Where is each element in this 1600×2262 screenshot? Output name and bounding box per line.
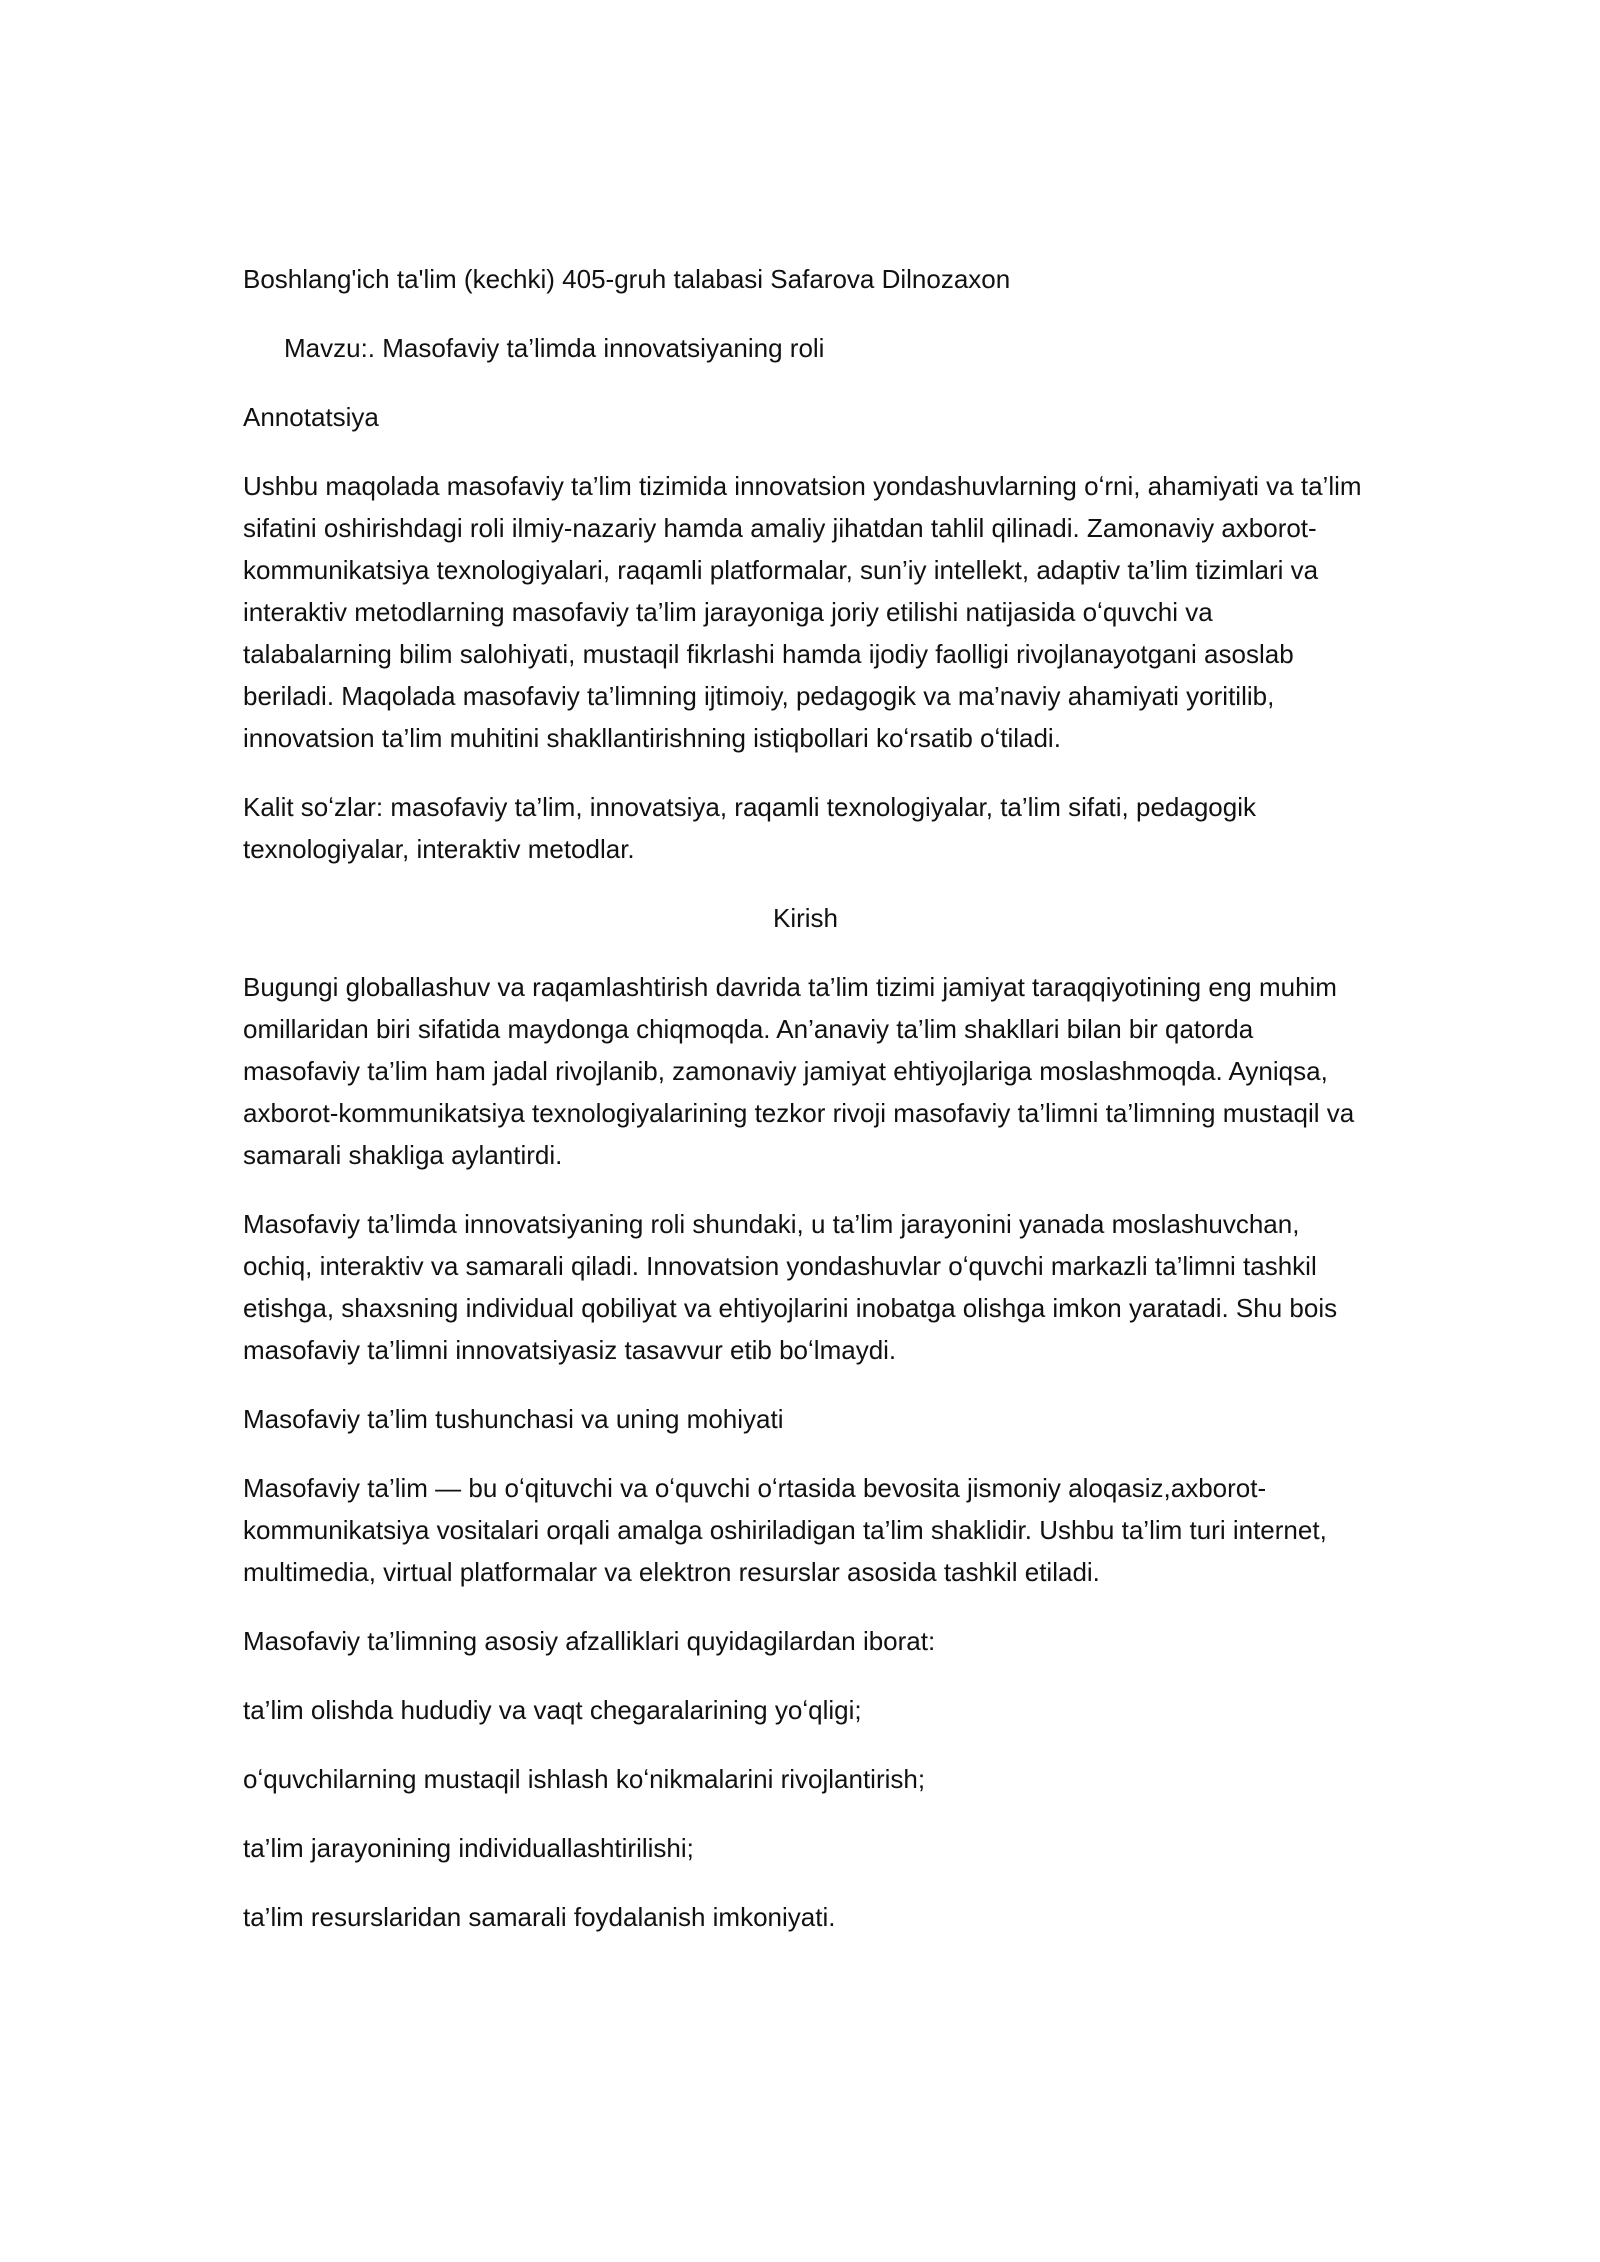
advantage-item: ta’lim resurslaridan samarali foydalanish imkoniyati.	[243, 1902, 836, 1932]
intro-heading: Kirish	[772, 903, 838, 933]
keywords-paragraph: Kalit soʻzlar: masofaviy ta’lim, innovatsiya, raqamli texnologiyalar, ta’lim sifati, pedagogik texnologiyalar, interaktiv metodlar.	[243, 792, 1256, 864]
document-body	[243, 258, 1368, 1965]
annotation-heading: Annotatsiya	[243, 402, 379, 432]
section-heading: Masofaviy ta’lim tushunchasi va uning mohiyati	[243, 1404, 784, 1434]
topic-line: Mavzu:. Masofaviy ta’limda innovatsiyaning roli	[284, 333, 825, 363]
advantage-item: ta’lim olishda hududiy va vaqt chegaralarining yoʻqligi;	[243, 1695, 862, 1725]
author-line: Boshlang'ich ta'lim (kechki) 405-gruh talabasi Safarova Dilnozaxon	[243, 264, 1011, 294]
section-paragraph: Masofaviy ta’lim — bu oʻqituvchi va oʻquvchi oʻrtasida bevosita jismoniy aloqasiz,axborot-kommunikatsiya vositalari orqali amalga oshiriladigan ta’lim shaklidir. Ushbu ta’lim turi internet, multimedia, virtual platformalar va elektron resurslar asosida tashkil etiladi.	[243, 1473, 1327, 1587]
intro-paragraph-1: Bugungi globallashuv va raqamlashtirish davrida ta’lim tizimi jamiyat taraqqiyotining eng muhim omillaridan biri sifatida maydonga chiqmoqda. An’anaviy ta’lim shakllari bilan bir qatorda masofaviy ta’lim ham jadal rivojlanib, zamonaviy jamiyat ehtiyojlariga moslashmoqda. Ayniqsa, axborot-kommunikatsiya texnologiyalarining tezkor rivoji masofaviy ta’limni ta’limning mustaqil va samarali shakliga aylantirdi.	[243, 972, 1355, 1170]
intro-paragraph-2: Masofaviy ta’limda innovatsiyaning roli shundaki, u ta’lim jarayonini yanada moslashuvchan, ochiq, interaktiv va samarali qiladi. Innovatsion yondashuvlar oʻquvchi markazli ta’limni tashkil etishga, shaxsning individual qobiliyat va ehtiyojlarini inobatga olishga imkon yaratadi. Shu bois masofaviy ta’limni innovatsiyasiz tasavvur etib boʻlmaydi.	[243, 1209, 1338, 1365]
advantages-intro: Masofaviy ta’limning asosiy afzalliklari quyidagilardan iborat:	[243, 1626, 936, 1656]
advantage-item: ta’lim jarayonining individuallashtirilishi;	[243, 1833, 694, 1863]
annotation-paragraph: Ushbu maqolada masofaviy ta’lim tizimida innovatsion yondashuvlarning oʻrni, ahamiyati va ta’lim sifatini oshirishdagi roli ilmiy-nazariy hamda amaliy jihatdan tahlil qilinadi. Zamonaviy axborot-kommunikatsiya texnologiyalari, raqamli platformalar, sun’iy intellekt, adaptiv ta’lim tizimlari va interaktiv metodlarning masofaviy ta’lim jarayoniga joriy etilishi natijasida oʻquvchi va talabalarning bilim salohiyati, mustaqil fikrlashi hamda ijodiy faolligi rivojlanayotgani asoslab beriladi. Maqolada masofaviy ta’limning ijtimoiy, pedagogik va ma’naviy ahamiyati yoritilib, innovatsion ta’lim muhitini shakllantirishning istiqbollari koʻrsatib oʻtiladi.	[243, 471, 1362, 753]
advantage-item: oʻquvchilarning mustaqil ishlash koʻnikmalarini rivojlantirish;	[243, 1764, 926, 1794]
